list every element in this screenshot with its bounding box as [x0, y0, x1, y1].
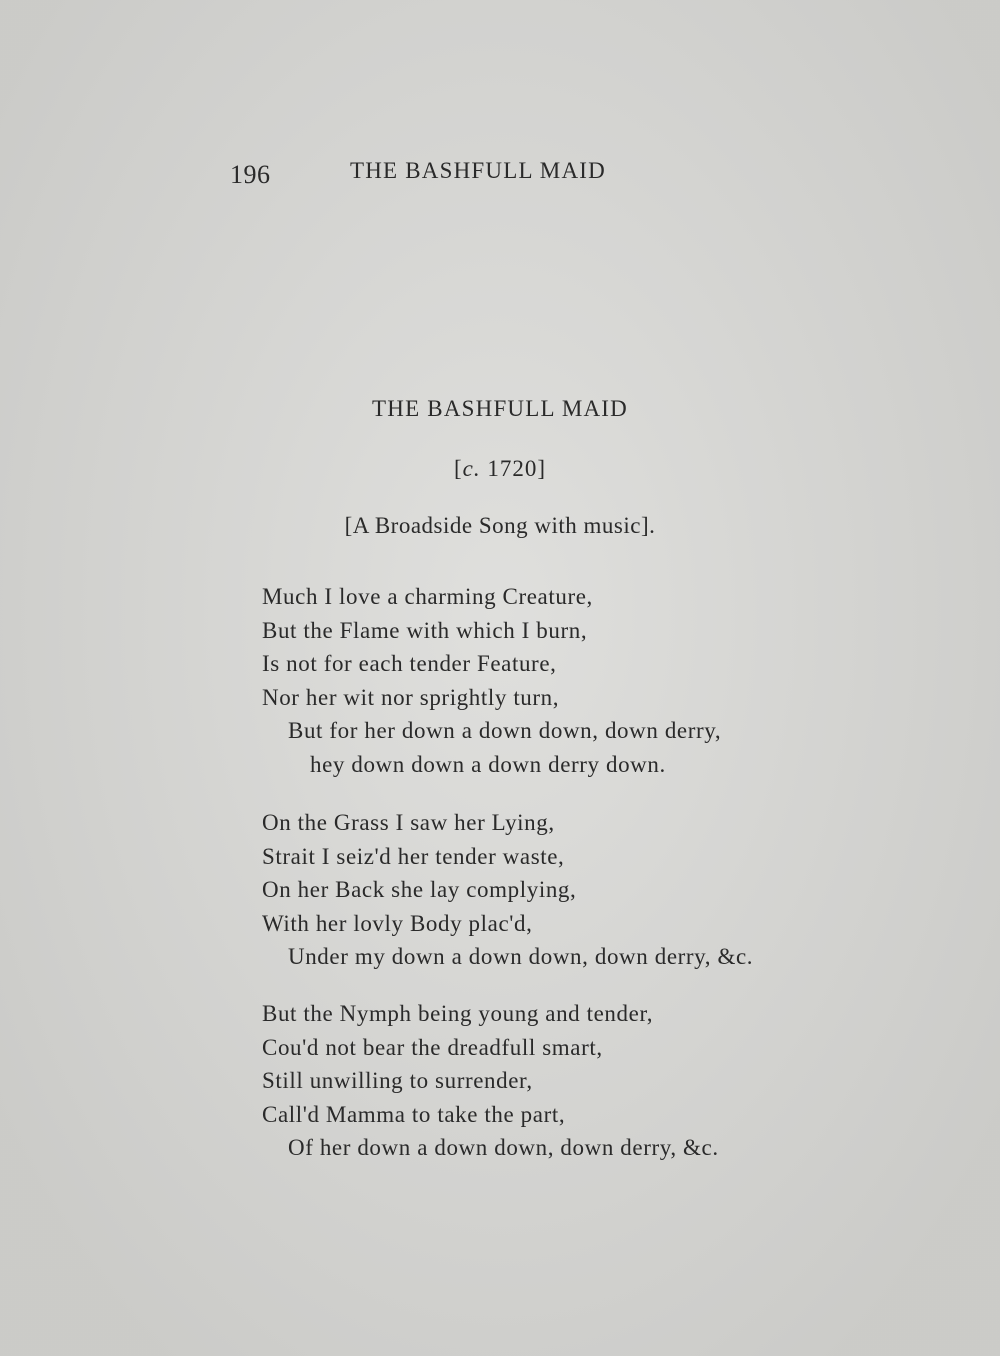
running-head	[230, 152, 660, 192]
poem-line: Is not for each tender Feature,	[262, 651, 557, 676]
poem-line: Call'd Mamma to take the part,	[262, 1101, 566, 1127]
poem-line: Still unwilling to surrender,	[262, 1068, 533, 1093]
poem-title: THE BASHFULL MAID	[372, 396, 628, 421]
poem-line: Cou'd not bear the dreadfull smart,	[262, 1034, 603, 1060]
poem-line: Much I love a charming Creature,	[262, 584, 593, 609]
poem-line: Strait I seiz'd her tender waste,	[262, 843, 565, 869]
stanza-2	[262, 806, 822, 974]
stanza-1	[262, 580, 822, 781]
poem-subtitle: [A Broadside Song with music].	[344, 513, 656, 538]
poem-refrain-line: Of her down a down down, down derry, &c.	[288, 1135, 719, 1160]
running-title: THE BASHFULL MAID	[350, 158, 606, 183]
poem-refrain-line: hey down down a down derry down.	[310, 751, 666, 777]
poem-line: Nor her wit nor sprightly turn,	[262, 684, 560, 710]
poem-date: [c. 1720]	[453, 456, 547, 481]
date-prefix: c.	[462, 456, 481, 481]
poem-line: On her Back she lay complying,	[262, 877, 577, 902]
poem-line: But the Flame with which I burn,	[262, 617, 588, 643]
poem-line: But the Nymph being young and tender,	[262, 1001, 654, 1026]
date-year: 1720	[487, 456, 538, 481]
poem-refrain-line: But for her down a down down, down derry,	[288, 718, 722, 743]
stanza-3	[262, 997, 822, 1165]
poem-line: With her lovly Body plac'd,	[262, 910, 533, 936]
poem-refrain-line: Under my down a down down, down derry, &c.	[288, 944, 754, 969]
page-number: 196	[230, 160, 271, 189]
poem-line: On the Grass I saw her Lying,	[262, 810, 555, 835]
